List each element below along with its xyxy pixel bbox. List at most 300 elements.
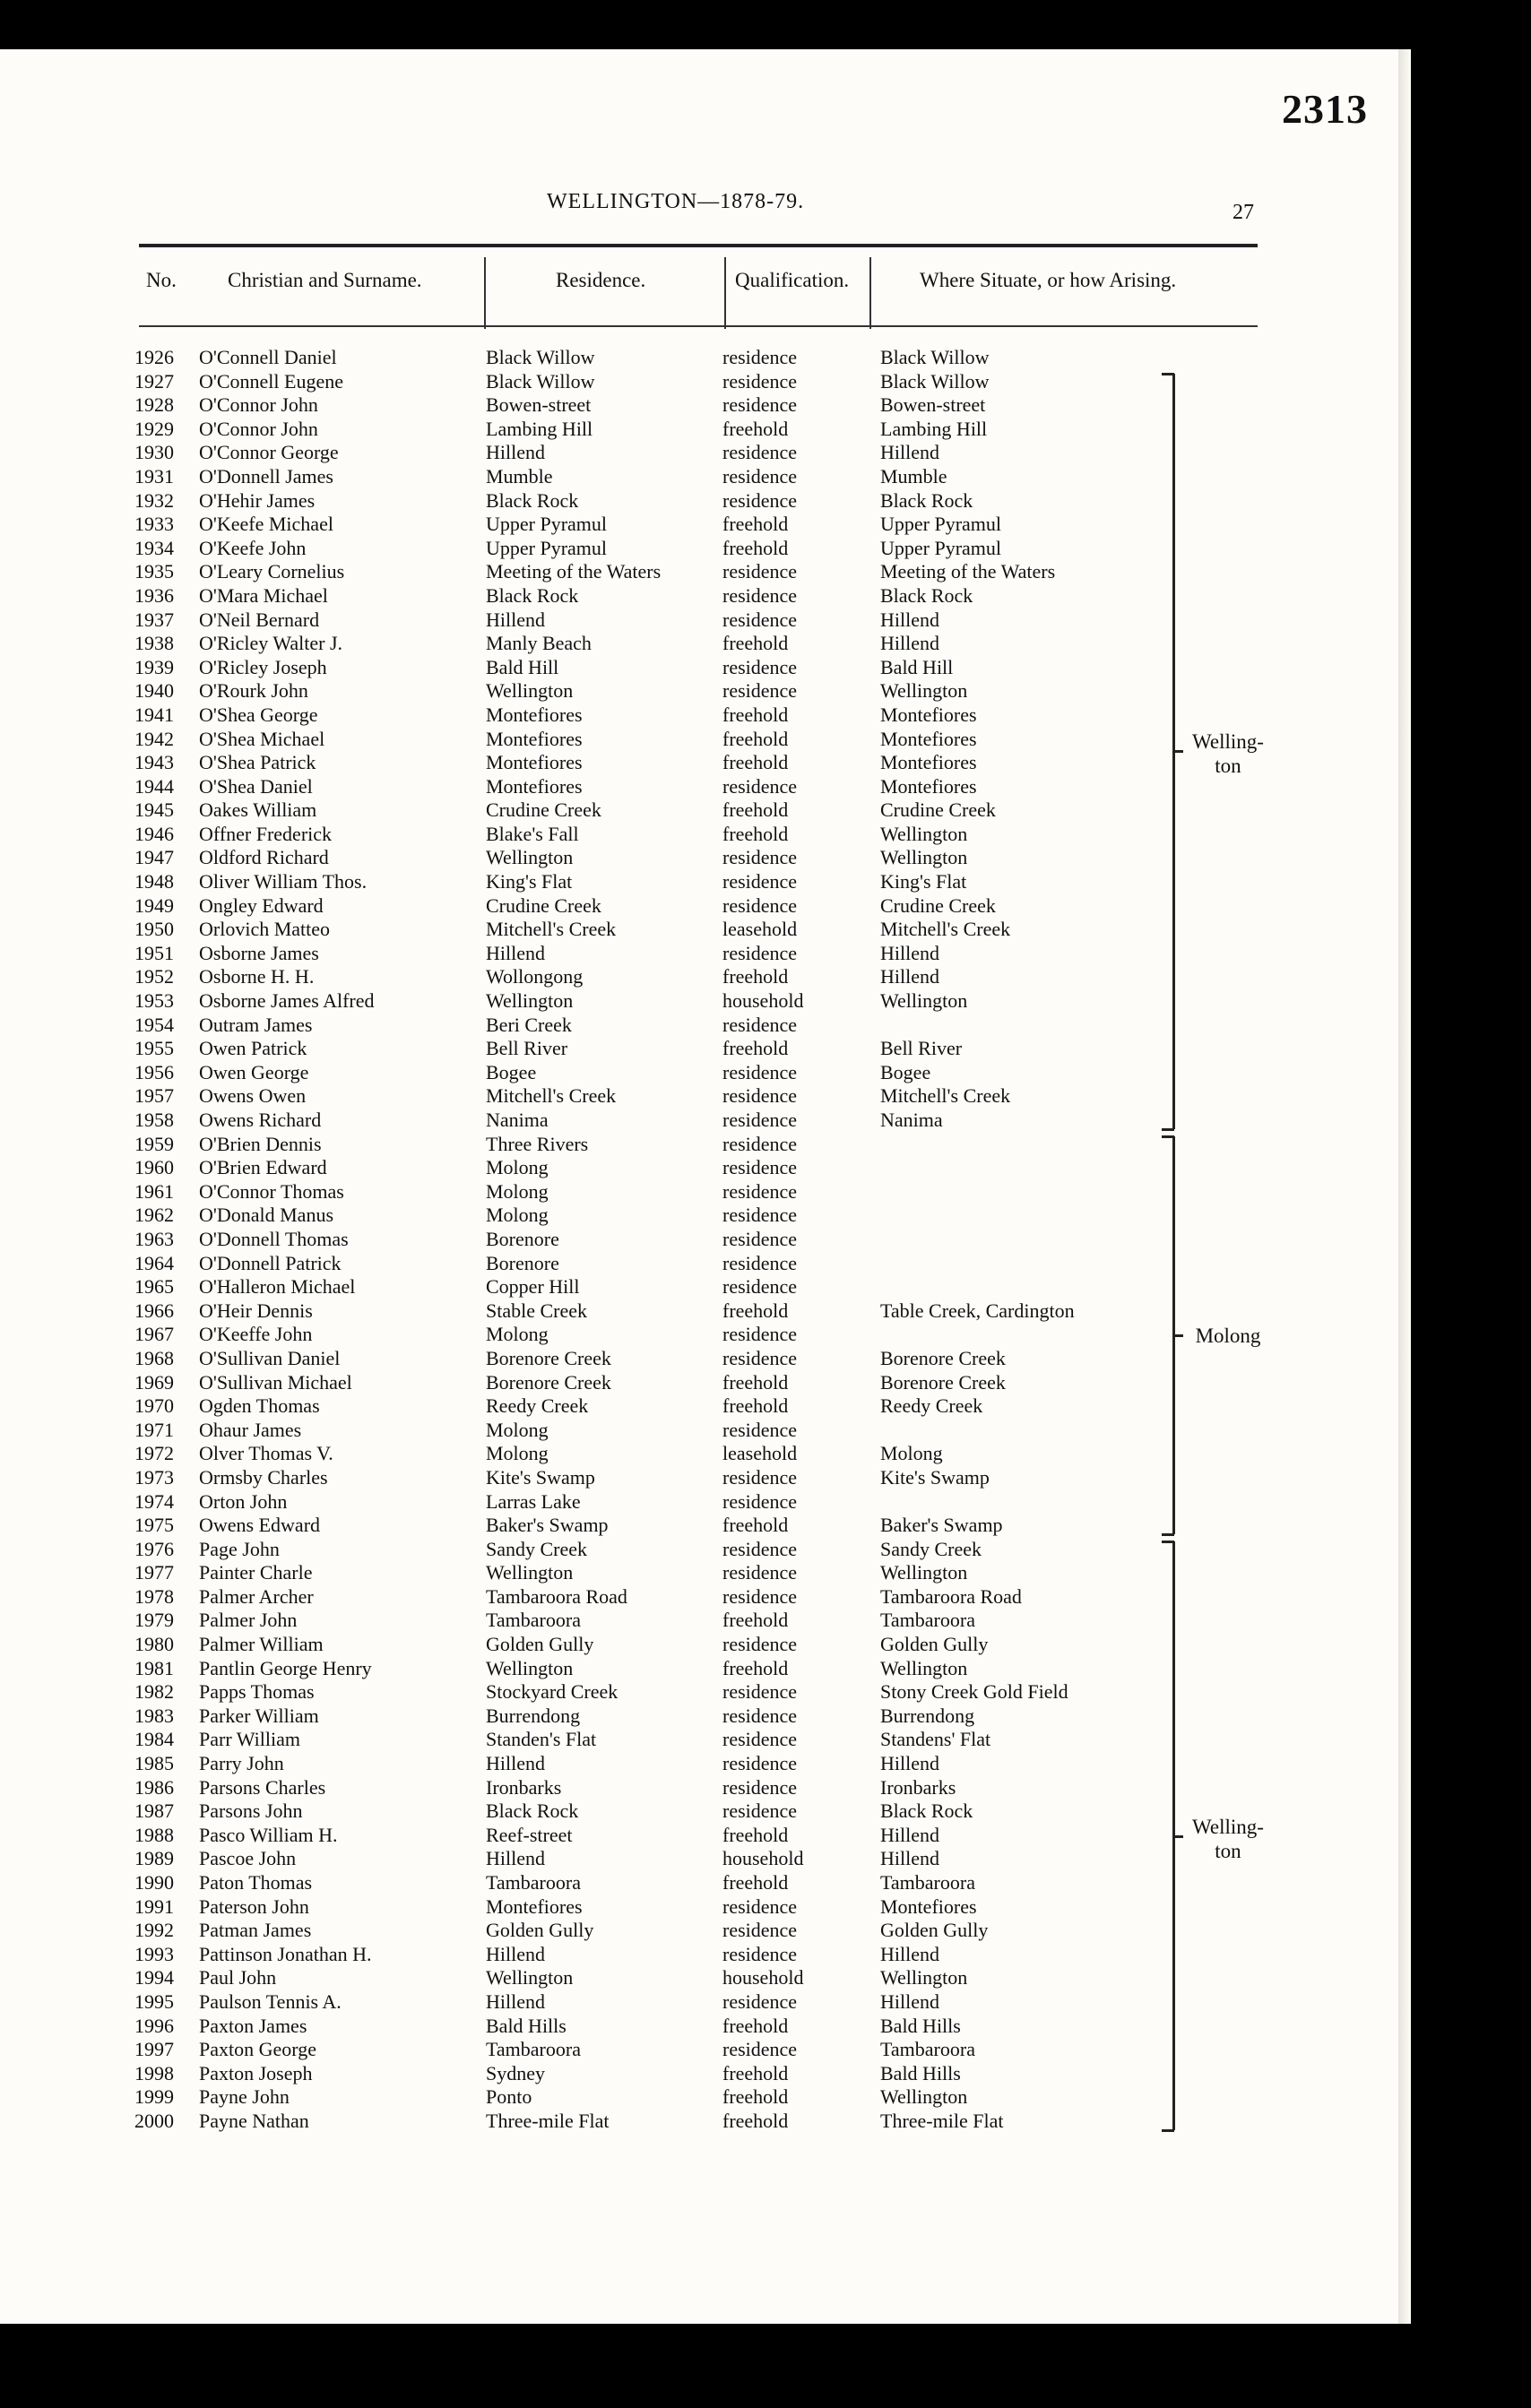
elector-number: 1990 <box>134 1871 174 1894</box>
elector-residence: Wellington <box>486 1656 574 1679</box>
elector-qualification: freehold <box>722 536 789 559</box>
table-row <box>0 2062 1409 2086</box>
elector-number: 1963 <box>134 1227 174 1250</box>
elector-name: O'Connor John <box>199 417 318 440</box>
elector-qualification: residence <box>722 870 798 893</box>
elector-residence: Borenore <box>486 1227 559 1250</box>
elector-name: Paterson John <box>199 1894 309 1918</box>
table-row <box>0 1204 1409 1228</box>
elector-name: O'Rourk John <box>199 679 308 703</box>
elector-qualification: residence <box>722 608 798 631</box>
elector-qualification: residence <box>722 1275 798 1299</box>
elector-name: Ohaur James <box>199 1418 302 1441</box>
elector-name: Payne John <box>199 2085 290 2109</box>
table-row <box>0 1252 1409 1276</box>
table-row <box>0 1633 1409 1657</box>
elector-number: 1949 <box>134 893 174 917</box>
table-row <box>0 965 1409 989</box>
elector-qualification: residence <box>722 1251 798 1274</box>
elector-qualification: freehold <box>722 703 789 726</box>
elector-residence: Wellington <box>486 679 574 703</box>
elector-number: 1976 <box>134 1537 174 1560</box>
elector-qualification: residence <box>722 393 798 417</box>
elector-residence: Hillend <box>486 1989 545 2013</box>
elector-qualification: residence <box>722 1132 798 1155</box>
elector-name: O'Halleron Michael <box>199 1275 356 1299</box>
elector-qualification: residence <box>722 1084 798 1108</box>
elector-qualification: freehold <box>722 2109 789 2132</box>
elector-number: 1966 <box>134 1299 174 1322</box>
elector-where-situate: Montefiores <box>880 727 977 750</box>
elector-name: Parry John <box>199 1752 284 1775</box>
table-row <box>0 1156 1409 1180</box>
elector-residence: Hillend <box>486 441 545 464</box>
brace-point <box>1174 750 1183 753</box>
table-row <box>0 1275 1409 1299</box>
elector-residence: Wellington <box>486 989 574 1013</box>
elector-where-situate: Baker's Swamp <box>880 1514 1003 1537</box>
elector-name: Owens Richard <box>199 1109 322 1131</box>
elector-name: Page John <box>199 1537 280 1560</box>
elector-number: 1964 <box>134 1251 174 1274</box>
elector-residence: Tambaroora <box>486 2038 581 2061</box>
sub-page-number: 27 <box>1233 201 1254 224</box>
elector-where-situate: Stony Creek Gold Field <box>880 1680 1068 1704</box>
elector-qualification: residence <box>722 679 798 703</box>
elector-where-situate: Golden Gully <box>880 1919 989 1942</box>
elector-name: O'Sullivan Daniel <box>199 1346 341 1369</box>
elector-name: Paxton George <box>199 2038 316 2061</box>
elector-qualification: freehold <box>722 1823 789 1846</box>
elector-residence: Montefiores <box>486 774 583 798</box>
elector-where-situate: Mitchell's Creek <box>880 1084 1011 1108</box>
elector-residence: Nanima <box>486 1109 549 1131</box>
elector-where-situate: Hillend <box>880 1942 939 1965</box>
elector-name: Parr William <box>199 1728 300 1751</box>
elector-name: Owens Owen <box>199 1084 307 1108</box>
elector-residence: Hillend <box>486 1847 545 1870</box>
brace-end <box>1162 2129 1174 2132</box>
elector-where-situate: Wellington <box>880 679 968 703</box>
elector-qualification: freehold <box>722 1394 789 1418</box>
elector-name: Paul John <box>199 1966 277 1989</box>
elector-where-situate: Borenore Creek <box>880 1370 1006 1394</box>
table-row <box>0 560 1409 584</box>
elector-residence: Wellington <box>486 1561 574 1584</box>
elector-name: Pantlin George Henry <box>199 1656 372 1679</box>
elector-number: 1951 <box>134 941 174 964</box>
elector-residence: Reef-street <box>486 1823 573 1846</box>
elector-where-situate: Nanima <box>880 1109 943 1131</box>
table-row <box>0 989 1409 1014</box>
elector-number: 1939 <box>134 655 174 678</box>
column-separator <box>724 257 726 329</box>
elector-where-situate: Three-mile Flat <box>880 2109 1004 2132</box>
elector-residence: Wellington <box>486 846 574 869</box>
elector-number: 1986 <box>134 1775 174 1799</box>
elector-where-situate: Upper Pyramul <box>880 536 1002 559</box>
elector-name: Paxton Joseph <box>199 2061 313 2084</box>
elector-residence: Stable Creek <box>486 1299 588 1322</box>
elector-name: Parsons Charles <box>199 1775 326 1799</box>
elector-list <box>0 346 1409 2134</box>
elector-qualification: household <box>722 1966 804 1989</box>
elector-qualification: freehold <box>722 727 789 750</box>
elector-where-situate: Burrendong <box>880 1704 975 1727</box>
elector-number: 1955 <box>134 1037 174 1060</box>
elector-where-situate: Hillend <box>880 941 939 964</box>
elector-number: 1969 <box>134 1370 174 1394</box>
table-row <box>0 1990 1409 2015</box>
elector-where-situate: Tambaroora Road <box>880 1584 1022 1608</box>
elector-residence: Burrendong <box>486 1704 581 1727</box>
elector-where-situate: Lambing Hill <box>880 417 988 440</box>
elector-name: Offner Frederick <box>199 822 333 845</box>
elector-qualification: residence <box>722 941 798 964</box>
elector-qualification: residence <box>722 1489 798 1513</box>
district-label-line: Molong <box>1195 1324 1261 1347</box>
elector-residence: Three Rivers <box>486 1132 589 1155</box>
elector-qualification: residence <box>722 1465 798 1489</box>
elector-qualification: residence <box>722 1323 798 1346</box>
elector-name: Pasco William H. <box>199 1823 338 1846</box>
table-row <box>0 1014 1409 1038</box>
elector-qualification: residence <box>722 893 798 917</box>
elector-qualification: residence <box>722 1704 798 1727</box>
table-row <box>0 513 1409 537</box>
elector-where-situate: Standens' Flat <box>880 1728 991 1751</box>
elector-residence: Copper Hill <box>486 1275 580 1299</box>
elector-qualification: residence <box>722 369 798 393</box>
elector-qualification: freehold <box>722 1370 789 1394</box>
column-separator <box>484 257 486 329</box>
elector-where-situate: Hillend <box>880 1752 939 1775</box>
elector-name: O'Shea Michael <box>199 727 325 750</box>
elector-where-situate: Kite's Swamp <box>880 1465 990 1489</box>
elector-qualification: residence <box>722 1942 798 1965</box>
elector-number: 1960 <box>134 1156 174 1179</box>
table-row <box>0 894 1409 919</box>
table-row <box>0 441 1409 465</box>
elector-residence: Reedy Creek <box>486 1394 589 1418</box>
elector-number: 1938 <box>134 632 174 655</box>
elector-number: 1942 <box>134 727 174 750</box>
elector-name: Palmer John <box>199 1609 298 1632</box>
elector-number: 1933 <box>134 513 174 536</box>
elector-number: 1975 <box>134 1514 174 1537</box>
district-label-line: ton <box>1215 755 1241 778</box>
elector-where-situate: Montefiores <box>880 751 977 774</box>
column-separator <box>869 257 871 329</box>
elector-qualification: residence <box>722 1680 798 1704</box>
elector-name: O'Donnell Thomas <box>199 1227 349 1250</box>
elector-residence: Molong <box>486 1323 549 1346</box>
table-row <box>0 632 1409 656</box>
elector-where-situate: Hillend <box>880 441 939 464</box>
elector-number: 1943 <box>134 751 174 774</box>
elector-residence: Stockyard Creek <box>486 1680 618 1704</box>
elector-number: 1968 <box>134 1346 174 1369</box>
table-row <box>0 1752 1409 1776</box>
elector-where-situate: Crudine Creek <box>880 893 996 917</box>
elector-residence: Golden Gully <box>486 1919 594 1942</box>
table-row <box>0 846 1409 870</box>
elector-name: Oliver William Thos. <box>199 870 368 893</box>
elector-number: 1946 <box>134 822 174 845</box>
elector-qualification: freehold <box>722 2085 789 2109</box>
elector-number: 1982 <box>134 1680 174 1704</box>
district-label <box>1185 1324 1271 1348</box>
elector-qualification: freehold <box>722 1299 789 1322</box>
elector-name: O'Leary Cornelius <box>199 560 345 583</box>
column-header-where: Where Situate, or how Arising. <box>920 269 1177 291</box>
elector-name: Oakes William <box>199 798 317 822</box>
elector-residence: Montefiores <box>486 751 583 774</box>
elector-name: O'Donnell James <box>199 464 333 488</box>
elector-where-situate: Bald Hills <box>880 2014 961 2037</box>
elector-residence: Hillend <box>486 941 545 964</box>
elector-number: 1953 <box>134 989 174 1013</box>
elector-number: 1934 <box>134 536 174 559</box>
elector-where-situate: Table Creek, Cardington <box>880 1299 1075 1322</box>
elector-number: 1926 <box>134 346 174 368</box>
elector-number: 1944 <box>134 774 174 798</box>
elector-name: Pattinson Jonathan H. <box>199 1942 372 1965</box>
elector-qualification: residence <box>722 1633 798 1656</box>
elector-where-situate: Crudine Creek <box>880 798 996 822</box>
elector-residence: Wollongong <box>486 965 584 988</box>
elector-residence: Bald Hill <box>486 655 559 678</box>
table-row <box>0 1419 1409 1443</box>
table-row <box>0 465 1409 489</box>
elector-number: 1930 <box>134 441 174 464</box>
table-row <box>0 1680 1409 1705</box>
elector-number: 1950 <box>134 918 174 941</box>
elector-where-situate: Mumble <box>880 464 947 488</box>
elector-number: 1959 <box>134 1132 174 1155</box>
table-row <box>0 370 1409 394</box>
table-row <box>0 656 1409 680</box>
elector-residence: Black Willow <box>486 346 595 368</box>
elector-qualification: residence <box>722 583 798 607</box>
elector-where-situate: Hillend <box>880 608 939 631</box>
elector-number: 1948 <box>134 870 174 893</box>
elector-where-situate: Black Rock <box>880 1800 973 1823</box>
district-label <box>1185 729 1271 778</box>
elector-number: 1999 <box>134 2085 174 2109</box>
elector-residence: Meeting of the Waters <box>486 560 662 583</box>
elector-residence: Black Rock <box>486 583 579 607</box>
elector-residence: Hillend <box>486 1942 545 1965</box>
elector-name: O'Hehir James <box>199 488 316 512</box>
district-label-line: Welling- <box>1192 730 1264 754</box>
elector-where-situate: Meeting of the Waters <box>880 560 1056 583</box>
table-row <box>0 1728 1409 1752</box>
column-header-qualification: Qualification. <box>735 269 850 291</box>
table-row <box>0 1919 1409 1943</box>
elector-name: O'Connor Thomas <box>199 1179 344 1203</box>
elector-qualification: residence <box>722 560 798 583</box>
brace-end <box>1162 1533 1174 1536</box>
elector-number: 1991 <box>134 1894 174 1918</box>
elector-where-situate: Black Rock <box>880 488 973 512</box>
elector-number: 1967 <box>134 1323 174 1346</box>
table-row <box>0 2110 1409 2134</box>
brace-end <box>1162 373 1174 375</box>
elector-number: 1962 <box>134 1204 174 1227</box>
elector-residence: Standen's Flat <box>486 1728 597 1751</box>
elector-name: O'Shea George <box>199 703 318 726</box>
elector-where-situate: Wellington <box>880 1966 968 1989</box>
elector-name: Osborne James <box>199 941 319 964</box>
table-row <box>0 1228 1409 1252</box>
elector-name: Parker William <box>199 1704 319 1727</box>
elector-where-situate: Black Willow <box>880 346 990 368</box>
elector-name: Orton John <box>199 1489 288 1513</box>
elector-residence: Hillend <box>486 608 545 631</box>
elector-residence: Molong <box>486 1442 549 1465</box>
elector-qualification: freehold <box>722 1871 789 1894</box>
elector-residence: Mumble <box>486 464 553 488</box>
elector-qualification: residence <box>722 1775 798 1799</box>
elector-number: 1983 <box>134 1704 174 1727</box>
elector-number: 1929 <box>134 417 174 440</box>
elector-where-situate: Golden Gully <box>880 1633 989 1656</box>
elector-number: 1988 <box>134 1823 174 1846</box>
elector-name: Owens Edward <box>199 1514 321 1537</box>
elector-qualification: residence <box>722 1346 798 1369</box>
elector-number: 1998 <box>134 2061 174 2084</box>
elector-where-situate: Molong <box>880 1442 943 1465</box>
elector-name: O'Brien Dennis <box>199 1132 322 1155</box>
elector-name: O'Shea Patrick <box>199 751 316 774</box>
table-row <box>0 418 1409 442</box>
table-row <box>0 1394 1409 1419</box>
elector-name: Ormsby Charles <box>199 1465 328 1489</box>
table-row <box>0 1585 1409 1610</box>
table-row <box>0 1442 1409 1466</box>
elector-where-situate: Sandy Creek <box>880 1537 982 1560</box>
elector-where-situate: Hillend <box>880 1847 939 1870</box>
elector-residence: Borenore <box>486 1251 559 1274</box>
table-row <box>0 1299 1409 1324</box>
table-row <box>0 489 1409 514</box>
elector-number: 1985 <box>134 1752 174 1775</box>
table-row <box>0 1347 1409 1371</box>
table-row <box>0 1180 1409 1204</box>
elector-residence: Mitchell's Creek <box>486 1084 617 1108</box>
elector-where-situate: Ironbarks <box>880 1775 956 1799</box>
elector-qualification: residence <box>722 464 798 488</box>
elector-residence: Tambaroora <box>486 1609 581 1632</box>
elector-qualification: residence <box>722 1179 798 1203</box>
elector-where-situate: Wellington <box>880 1561 968 1584</box>
elector-number: 1987 <box>134 1800 174 1823</box>
elector-qualification: residence <box>722 1227 798 1250</box>
elector-name: Orlovich Matteo <box>199 918 331 941</box>
elector-number: 1935 <box>134 560 174 583</box>
elector-name: O'Brien Edward <box>199 1156 327 1179</box>
table-row <box>0 798 1409 823</box>
elector-number: 1928 <box>134 393 174 417</box>
elector-name: Payne Nathan <box>199 2109 309 2132</box>
elector-where-situate: Wellington <box>880 822 968 845</box>
table-top-rule <box>139 244 1258 247</box>
elector-residence: Molong <box>486 1156 549 1179</box>
elector-qualification: residence <box>722 1013 798 1036</box>
elector-residence: King's Flat <box>486 870 573 893</box>
elector-qualification: residence <box>722 1584 798 1608</box>
elector-residence: Molong <box>486 1204 549 1227</box>
elector-residence: Bell River <box>486 1037 568 1060</box>
elector-number: 1973 <box>134 1465 174 1489</box>
table-row <box>0 2015 1409 2039</box>
column-header-residence: Residence. <box>556 269 646 291</box>
elector-residence: Sydney <box>486 2061 545 2084</box>
table-row <box>0 1966 1409 1990</box>
elector-residence: Molong <box>486 1418 549 1441</box>
elector-number: 1977 <box>134 1561 174 1584</box>
elector-residence: Wellington <box>486 1966 574 1989</box>
elector-qualification: freehold <box>722 965 789 988</box>
elector-name: Olver Thomas V. <box>199 1442 333 1465</box>
elector-where-situate: Hillend <box>880 1989 939 2013</box>
elector-number: 1974 <box>134 1489 174 1513</box>
table-row <box>0 1037 1409 1061</box>
elector-residence: Golden Gully <box>486 1633 594 1656</box>
elector-residence: Hillend <box>486 1752 545 1775</box>
table-row <box>0 1514 1409 1538</box>
elector-qualification: leasehold <box>722 1442 798 1465</box>
table-row <box>0 918 1409 942</box>
district-label-line: ton <box>1215 1839 1241 1862</box>
elector-number: 1994 <box>134 1966 174 1989</box>
table-row <box>0 1609 1409 1633</box>
elector-residence: Borenore Creek <box>486 1370 611 1394</box>
elector-where-situate: Borenore Creek <box>880 1346 1006 1369</box>
elector-number: 1989 <box>134 1847 174 1870</box>
elector-residence: Crudine Creek <box>486 798 601 822</box>
elector-where-situate: Hillend <box>880 632 939 655</box>
table-row <box>0 2038 1409 2062</box>
elector-qualification: residence <box>722 441 798 464</box>
table-row <box>0 346 1409 370</box>
elector-name: O'Ricley Joseph <box>199 655 327 678</box>
elector-qualification: leasehold <box>722 918 798 941</box>
elector-qualification: residence <box>722 1800 798 1823</box>
elector-qualification: residence <box>722 1561 798 1584</box>
table-row <box>0 823 1409 847</box>
elector-number: 1965 <box>134 1275 174 1299</box>
elector-residence: Bowen-street <box>486 393 592 417</box>
elector-name: O'Mara Michael <box>199 583 328 607</box>
elector-number: 1936 <box>134 583 174 607</box>
elector-number: 1927 <box>134 369 174 393</box>
elector-residence: Ponto <box>486 2085 532 2109</box>
elector-number: 1995 <box>134 1989 174 2013</box>
elector-number: 1932 <box>134 488 174 512</box>
elector-name: O'Donnell Patrick <box>199 1251 342 1274</box>
elector-qualification: residence <box>722 1989 798 2013</box>
elector-number: 1992 <box>134 1919 174 1942</box>
elector-number: 1956 <box>134 1060 174 1083</box>
elector-name: O'Connell Daniel <box>199 346 337 368</box>
table-row <box>0 1871 1409 1895</box>
elector-qualification: freehold <box>722 798 789 822</box>
elector-qualification: residence <box>722 1752 798 1775</box>
elector-number: 1937 <box>134 608 174 631</box>
elector-qualification: freehold <box>722 1037 789 1060</box>
